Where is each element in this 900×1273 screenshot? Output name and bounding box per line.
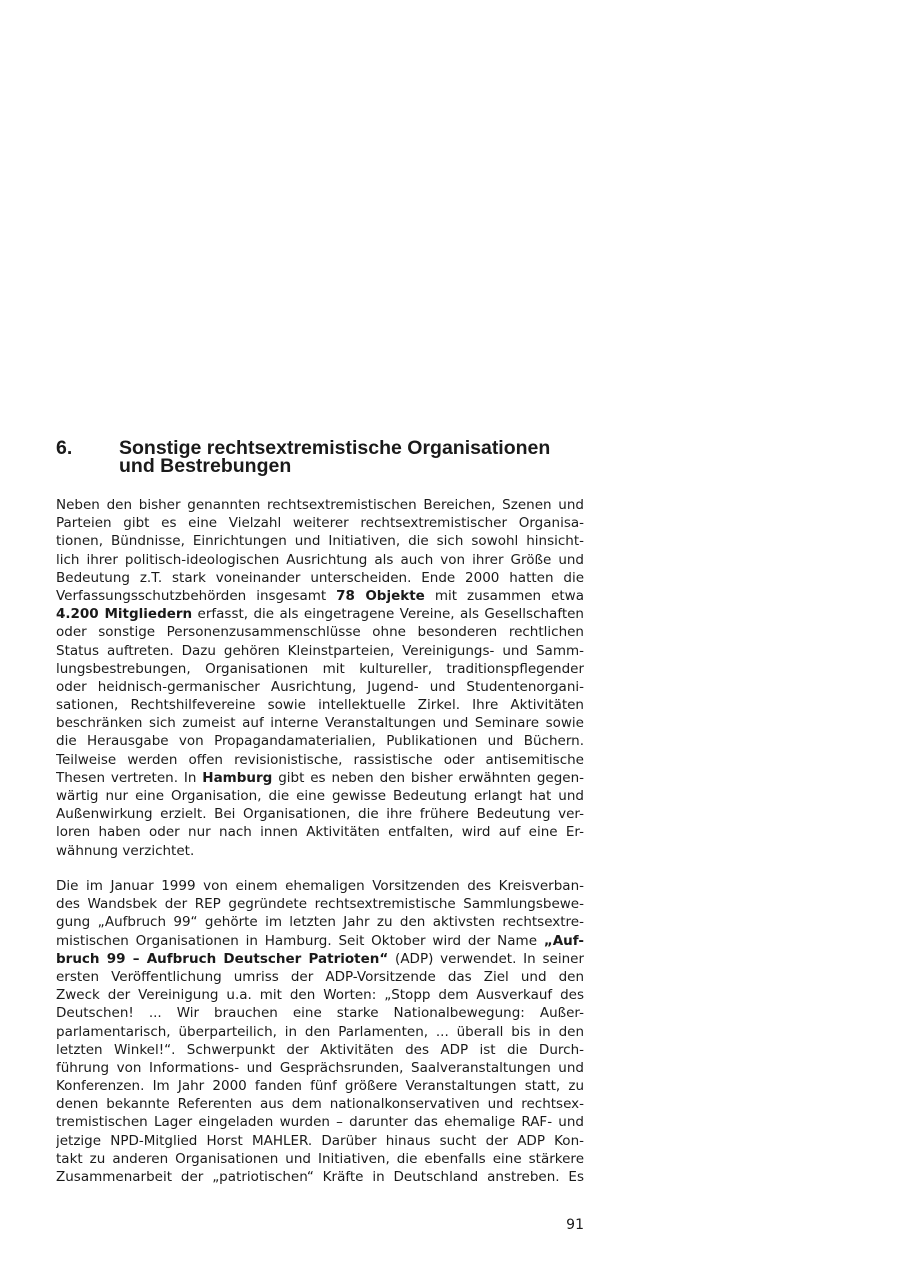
text-line: Konferenzen. Im Jahr 2000 fanden fünf größere Veranstaltungen statt, zu: [56, 1078, 584, 1095]
section-title-line-1: Sonstige rechtsextremistische Organisationen: [119, 437, 551, 459]
text-line: [56, 950, 584, 968]
text-line: Bedeutung z.T. stark voneinander unterscheiden. Ende 2000 hatten die: [56, 569, 584, 586]
text-line: des Wandsbek der REP gegründete rechtsextremistische Sammlungsbewe-: [56, 896, 584, 913]
text-line: Zweck der Vereinigung u.a. mit den Worten: „Stopp dem Ausverkauf des: [56, 987, 584, 1004]
text-line: Parteien gibt es eine Vielzahl weiterer rechtsextremistischer Organisa-: [56, 515, 584, 532]
text-line: Zusammenarbeit der „patriotischen“ Kräfte in Deutschland anstreben. Es: [56, 1169, 584, 1185]
bold-hamburg: Hamburg: [202, 769, 273, 786]
text-line: Status auftreten. Dazu gehören Kleinstparteien, Vereinigungs- und Samm-: [56, 642, 584, 659]
text-line: [56, 587, 584, 605]
text-line: [56, 605, 584, 623]
text-line: sationen, Rechtshilfevereine sowie intellektuelle Zirkel. Ihre Aktivitäten: [56, 697, 584, 714]
section-title: [119, 439, 584, 475]
text-line: oder heidnisch-germanischer Ausrichtung, Jugend- und Studentenorgani-: [56, 678, 584, 695]
text-line: Teilweise werden offen revisionistische, rassistische oder antisemitische: [56, 751, 584, 768]
text-line: wärtig nur eine Organisation, die eine gewisse Bedeutung erlangt hat und: [56, 788, 584, 804]
text-line: jetzige NPD-Mitglied Horst MAHLER. Darüber hinaus sucht der ADP Kon-: [56, 1132, 584, 1149]
text-line: gung „Aufbruch 99“ gehörte im letzten Jahr zu den aktivsten rechtsextre-: [56, 914, 584, 931]
section-number: 6.: [56, 437, 73, 459]
text-line: letzten Winkel!“. Schwerpunkt der Aktivitäten des ADP ist die Durch-: [56, 1041, 584, 1058]
text-run: mistischen Organisationen in Hamburg. Seit Oktober wird der Name: [56, 932, 544, 949]
text-line: tionen, Bündnisse, Einrichtungen und Initiativen, die sich sowohl hinsicht-: [56, 533, 584, 550]
text-line: parlamentarisch, überparteilich, in den Parlamenten, ... überall bis in den: [56, 1023, 584, 1040]
text-line: takt zu anderen Organisationen und Initiativen, die ebenfalls eine stärkere: [56, 1150, 584, 1167]
text-line: lich ihrer politisch-ideologischen Ausrichtung als auch von ihrer Größe und: [56, 551, 584, 568]
text-line: oder sonstige Personenzusammenschlüsse ohne besonderen rechtlichen: [56, 624, 584, 641]
text-run: mit zusammen etwa: [424, 587, 584, 604]
paragraph-2: [56, 877, 584, 1186]
text-line: loren haben oder nur nach innen Aktivitäten entfalten, wird auf eine Er-: [56, 824, 584, 841]
bold-org-name-start: „Auf-: [543, 932, 584, 949]
text-run: Verfassungsschutzbehörden insgesamt: [56, 587, 337, 604]
page-number: 91: [566, 1217, 584, 1233]
bold-objects-count: 78 Objekte: [336, 587, 425, 604]
text-line: ersten Veröffentlichung umriss der ADP-Vorsitzende das Ziel und den: [56, 968, 584, 985]
section-title-line-2: und Bestrebungen: [119, 455, 292, 477]
text-run: Thesen vertreten. In: [56, 769, 203, 786]
bold-org-name-end: bruch 99 – Aufbruch Deutscher Patrioten“: [56, 950, 389, 967]
text-line: tremistischen Lager eingeladen wurden – darunter das ehemalige RAF- und: [56, 1114, 584, 1131]
text-line: Deutschen! ... Wir brauchen eine starke Nationalbewegung: Außer-: [56, 1005, 584, 1022]
text-line: Die im Januar 1999 von einem ehemaligen Vorsitzenden des Kreisverban-: [56, 878, 584, 894]
text-line: wähnung verzichtet.: [56, 842, 195, 859]
text-line: denen bekannte Referenten aus dem nationalkonservativen und rechtsex-: [56, 1096, 584, 1113]
text-run: (ADP) verwendet. In seiner: [388, 950, 584, 967]
text-line: Neben den bisher genannten rechtsextremistischen Bereichen, Szenen und: [56, 497, 584, 513]
text-run: gibt es neben den bisher erwähnten gegen-: [272, 769, 584, 786]
text-line: [56, 932, 584, 950]
text-line: [56, 769, 584, 787]
text-line: Außenwirkung erzielt. Bei Organisationen, die ihre frühere Bedeutung ver-: [56, 806, 584, 823]
text-line: die Herausgabe von Propagandamaterialien, Publikationen und Büchern.: [56, 733, 584, 750]
bold-members-count: 4.200 Mitgliedern: [56, 606, 193, 623]
paragraph-1: [56, 496, 584, 860]
text-run: erfasst, die als eingetragene Vereine, als Gesellschaften: [192, 606, 584, 623]
text-line: beschränken sich zumeist auf interne Veranstaltungen und Seminare sowie: [56, 715, 584, 732]
text-line: führung von Informations- und Gesprächsrunden, Saalveranstaltungen und: [56, 1059, 584, 1076]
document-page: [56, 0, 584, 1273]
text-line: lungsbestrebungen, Organisationen mit kultureller, traditionspflegender: [56, 660, 584, 677]
